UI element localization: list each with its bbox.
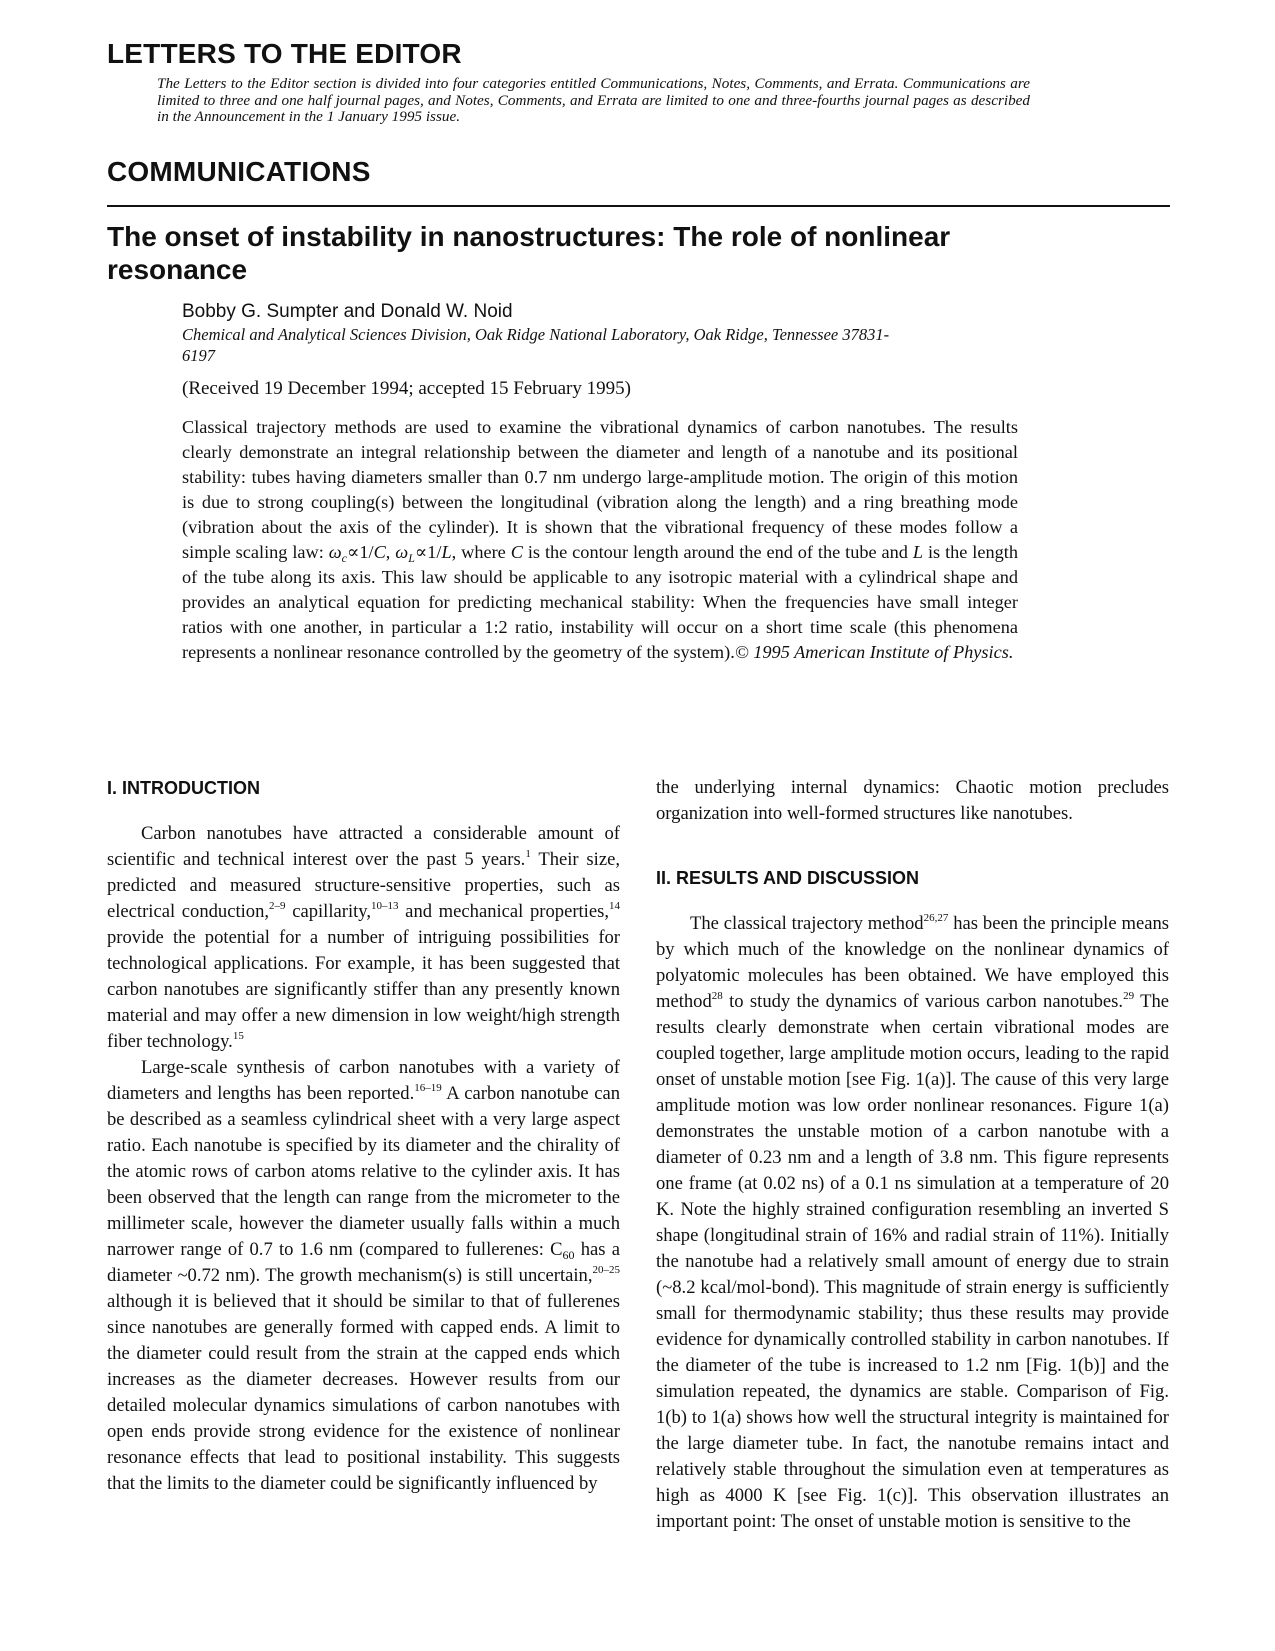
abstract: Classical trajectory methods are used to examine the vibrational dynamics of carbon nanotubes. The results clearly demonstrate an integral relationship between the diameter and length of a nanotube and its positional stability: tubes having diameters smaller than 0.7 nm undergo large-amplitude motion. The origin of this motion is due to strong coupling(s) between the longitudinal (vibration along the length) and a ring breathing mode (vibration about the axis of the cylinder). It is shown that the vibrational frequency of these modes follow a simple scaling law: $\omega_c\propto 1/C$, $\omega_L\propto 1/L$, where C is the contour length around the end of the tube and L is the length of the tube along its axis. This law should be applicable to any isotropic material with a cylindrical shape and provides an analytical equation for predicting mechanical stability: When the frequencies have small integer ratios with one another, in particular a 1:2 ratio, instability will occur on a short time scale (this phenomena represents a nonlinear resonance controlled by the geometry of the system).© 1995 American Institute of Physics. [182,417,1019,662]
results-heading: II. RESULTS AND DISCUSSION [656,868,920,888]
category-heading: COMMUNICATIONS [107,156,371,187]
intro-paragraph-2: Large-scale synthesis of carbon nanotubes with a variety of diameters and lengths has been reported.$^{16-19}$ A carbon nanotube can be described as a seamless cylindrical sheet with a very large aspect ratio. Each nanotube is specified by its diameter and the chirality of the atomic rows of carbon atoms relative to the cylinder axis. It has been observed that the length can range from the micrometer to the millimeter scale, however the diameter usually falls within a much narrower range of 0.7 to 1.6 nm (compared to fullerenes: $C_{60}$ has a diameter ~0.72 nm). The growth mechanism(s) is still uncertain,$^{20-25}$ although it is believed that it should be similar to that of fullerenes since nanotubes are generally formed with capped ends. A limit to the diameter could result from the strain at the capped ends which increases as the diameter decreases. However results from our detailed molecular dynamics simulations of carbon nanotubes with open ends provide strong evidence for the existence of nonlinear resonance effects that lead to positional instability. This suggests that the limits to the diameter could be significantly influenced by [107,1057,621,1494]
article-title: The onset of instability in nanostructures: The role of nonlinear resonance [107,221,951,285]
introduction-heading: I. INTRODUCTION [107,778,260,798]
continued-paragraph: the underlying internal dynamics: Chaotic motion precludes organization into well-formed structures like nanotubes. [656,777,1169,824]
right-column [656,775,1169,1535]
affiliation: Chemical and Analytical Sciences Division, Oak Ridge National Laboratory, Oak Ridge, Tennessee 37831-6197 [182,325,890,365]
intro-paragraph-1: Carbon nanotubes have attracted a considerable amount of scientific and technical interest over the past 5 years.$^1$ Their size, predicted and measured structure-sensitive properties, such as electrical conduction,$^{2-9}$ capillarity,$^{10-13}$ and mechanical properties,$^{14}$ provide the potential for a number of intriguing possibilities for technological applications. For example, it has been suggested that carbon nanotubes are significantly stiffer than any presently known material and may offer a new dimension in low weight/high strength fiber technology.$^{15}$ [107,823,620,1052]
results-paragraph-1: The classical trajectory method$^{26,27}$ has been the principle means by which much of the knowledge on the nonlinear dynamics of polyatomic molecules has been obtained. We have employed this method$^{28}$ to study the dynamics of various carbon nanotubes.$^{29}$ The results clearly demonstrate when certain vibrational modes are coupled together, large amplitude motion occurs, leading to the rapid onset of unstable motion [see Fig. 1(a)]. The cause of this very large amplitude motion was low order nonlinear resonances. Figure 1(a) demonstrates the unstable motion of a carbon nanotube with a diameter of 0.23 nm and a length of 3.8 nm. This figure represents one frame (at 0.02 ns) of a 0.1 ns simulation at a temperature of 20 K. Note the highly strained configuration resembling an inverted S shape (longitudinal strain of 16% and radial strain of 11%). Initially the nanotube had a relatively small amount of energy due to strain (~8.2 kcal/mol-bond). This magnitude of strain energy is sufficiently small for thermodynamic stability; thus these results may provide evidence for dynamically controlled stability in carbon nanotubes. If the diameter of the tube is increased to 1.2 nm [Fig. 1(b)] and the simulation repeated, the dynamics are stable. Comparison of Fig. 1(b) to 1(a) shows how well the structural integrity is maintained for the large diameter tube. In fact, the nanotube remains intact and relatively stable throughout the simulation even at temperatures as high as 4000 K [see Fig. 1(c)]. This observation illustrates an important point: The onset of unstable motion is sensitive to the [656,912,1169,1532]
divider-rule [107,205,1170,207]
received-dates: (Received 19 December 1994; accepted 15 February 1995) [182,378,631,399]
section-preamble: The Letters to the Editor section is divided into four categories entitled Communications, Notes, Comments, and Errata. Communications are limited to three and one half journal pages, and Notes, Comments, and Errata are limited to one and three-fourths journal pages as described in the Announcement in the 1 January 1995 issue. [157,75,1030,125]
left-column [107,775,620,1497]
authors: Bobby G. Sumpter and Donald W. Noid [182,301,513,322]
section-heading: LETTERS TO THE EDITOR [107,38,462,69]
copyright-notice: © 1995 American Institute of Physics. [734,642,1014,662]
